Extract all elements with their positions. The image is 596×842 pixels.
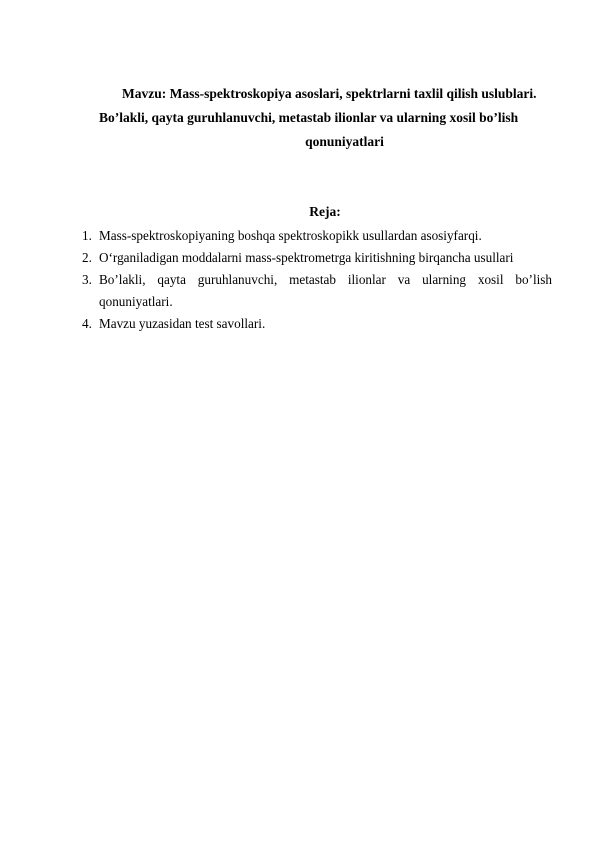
plan-item-text: Mass-spektroskopiyaning boshqa spektroskopikk usullardan asosiyfarqi. [99,228,482,243]
plan-item-number: 4. [82,316,92,331]
plan-item-number: 3. [82,272,92,287]
title-line-1: Mavzu: Mass-spektroskopiya asoslari, spektrlarni taxlil qilish uslublari. [122,86,537,101]
plan-item-4 [82,313,552,335]
plan-list [82,225,552,335]
plan-item-3 [82,269,552,313]
plan-item-text-line-2: qonuniyatlari. [99,294,173,309]
plan-item-2 [82,247,552,269]
document-title [82,82,552,154]
plan-heading: Reja: [309,204,341,219]
title-line-3: qonuniyatlari [305,134,384,149]
plan-item-text: Mavzu yuzasidan test savollari. [99,316,266,331]
plan-item-number: 2. [82,250,92,265]
title-line-2: Bo’lakli, qayta guruhlanuvchi, metastab ilionlar va ularning xosil bo’lish [99,110,519,125]
plan-item-text: O‘rganiladigan moddalarni mass-spektrometrga kiritishning birqancha usullari [99,250,514,265]
plan-item-text-line-1: Bo’lakli, qayta guruhlanuvchi, metastab ilionlar va ularning xosil bo’lish [99,272,552,287]
plan-item-1 [82,225,552,247]
plan-item-number: 1. [82,228,92,243]
